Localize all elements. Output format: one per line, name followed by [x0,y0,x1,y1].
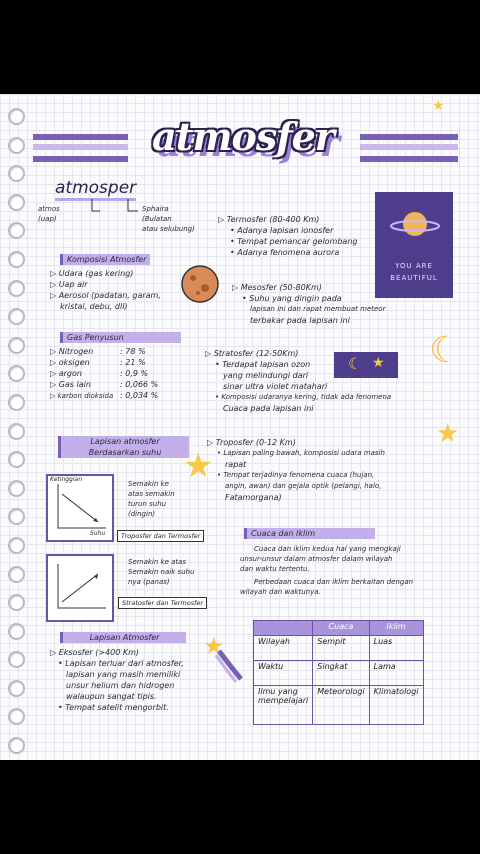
gas-row: ▷ Gas lain : 0,066 % [50,380,159,389]
list-item: ▷ Aerosol (padatan, garam, [50,291,161,300]
eksosfer-heading: ▷ Eksosfer (>400 Km) [50,648,139,657]
binder-holes [8,108,28,760]
list-item: walaupun sangat tipis. [66,692,157,701]
lapisan-suhu-label: Lapisan atmosfer Berdasarkan suhu [58,436,189,458]
troposfer-heading: ▷ Troposfer (0-12 Km) [207,438,296,447]
lapisan-atmosfer-label: Lapisan Atmosfer [60,632,186,643]
title-text: atmosfer [152,114,334,159]
night-sticker [334,352,398,378]
list-item: rapat [225,460,247,469]
table-row: Waktu Singkat Lama [254,661,424,686]
graph-xlabel: Suhu [90,530,106,537]
list-item: Fatamorgana) [225,493,282,502]
gas-table [50,346,190,402]
list-item: • Tempat pemancar gelombang [230,237,358,246]
list-item: yang melindungi dari [223,371,309,380]
header-stripe [360,156,458,162]
mesosfer-heading: ▷ Mesosfer (50-80Km) [232,283,322,292]
komposisi-label: Komposisi Atmosfer [60,254,150,265]
gas-row: ▷ oksigen : 21 % [50,358,146,367]
list-item: • Adanya lapisan ionosfer [230,226,334,235]
list-item: • Tempat satelit mengorbit. [58,703,169,712]
star-icon: ★ [436,419,460,449]
intro-left-note: atmos (uap) [38,205,60,223]
header-stripe [33,144,128,150]
list-item: unsur helium dan hidrogen [66,681,175,690]
header-stripe [360,134,458,140]
list-item: kristal, debu, dll) [60,302,128,311]
list-item: • Lapisan paling bawah, komposisi udara masih [217,449,385,457]
shooting-star-icon: ★ [432,98,445,114]
list-item: lapisan yang masih memiliki [66,670,181,679]
graph2-tag: Stratosfer dan Termosfer [118,597,207,609]
graph-box [46,554,114,622]
moon-icon: ☾ [348,354,363,373]
mesosfer-section [232,282,432,326]
komposisi-list [50,268,185,312]
header-stripe [33,156,128,162]
planet-icon [389,204,441,244]
list-item: • Lapisan terluar dari atmosfer, [58,659,184,668]
moon-icon: ☾ [429,330,462,371]
table-row: Wilayah Sempit Luas [254,636,424,661]
shooting-star-icon: ★ [203,632,225,660]
cuaca-text: Cuaca dan iklim kedua hal yang mengkaji unsur-unsur dalam atmosfer dalam wilayah dan waktu tertentu. Perbedaan cuaca dan iklim berkaitan dengan wilayah dan waktunya. [240,545,414,596]
list-item: ▷ Uap air [50,280,88,289]
comparison-table [253,620,424,725]
gas-label: Gas Penyusun [60,332,181,343]
list-item: • Komposisi udaranya kering, tidak ada fenomena [215,393,392,401]
graph-decreasing [52,484,108,534]
eksosfer-section [50,647,220,713]
intro-arrows [88,197,148,221]
table-row: Ilmu yang mempelajari Meteorologi Klimatologi [254,686,424,725]
troposfer-section [207,437,455,503]
gas-row: ▷ argon : 0,9 % [50,369,149,378]
list-item: sinar ultra violet matahari [223,382,328,391]
card-line1: YOU ARE [395,262,433,270]
graph-increasing [52,564,108,614]
termosfer-heading: ▷ Termosfer (80-400 Km) [218,215,320,224]
cuaca-label: Cuaca dan Iklim [244,528,375,539]
header-stripe [33,134,128,140]
star-icon: ★ [183,446,214,486]
list-item: terbakar pada lapisan ini [250,316,350,325]
stratosfer-heading: ▷ Stratosfer (12-50Km) [205,349,299,358]
graph1-tag: Troposfer dan Termosfer [117,530,204,542]
page-title [138,114,348,166]
list-item: lapisan ini dan rapat membuat meteor [250,305,386,313]
list-item: • Tempat terjadinya fenomena cuaca (hujan, [217,471,375,479]
intro-heading: atmosper [55,178,136,201]
header-stripe [360,144,458,150]
table-header: Cuaca Iklim [254,621,424,636]
card-line2: BEAUTIFUL [390,274,438,282]
list-item: • Suhu yang dingin pada [242,294,342,303]
gas-row: ▷ Nitrogen : 78 % [50,347,146,356]
star-icon: ★ [372,355,385,371]
list-item: ▷ Udara (gas kering) [50,269,134,278]
graph-ylabel: Ketinggian [50,476,82,483]
list-item: • Adanya fenomena aurora [230,248,340,257]
intro-right-note: Sphaira (Bulatan atau selubung) [142,205,195,233]
notebook-page [0,94,480,760]
star-trail [215,649,245,683]
termosfer-section [218,214,368,258]
planet-icon [178,262,222,306]
graph1-desc: Semakin ke atas semakin turun suhu (dingin) [128,480,175,518]
gas-row: ▷ karbon dioksida : 0,034 % [50,391,159,400]
list-item: • Terdapat lapisan ozon [215,360,311,369]
graph-box [46,474,114,542]
graph2-desc: Semakin ke atas Semakin naik suhu nya (panas) [128,558,195,586]
stratosfer-section [205,348,453,414]
list-item: angin, awan) dan gejala optik (pelangi, halo, [225,482,382,490]
list-item: Cuaca pada lapisan ini [223,404,314,413]
